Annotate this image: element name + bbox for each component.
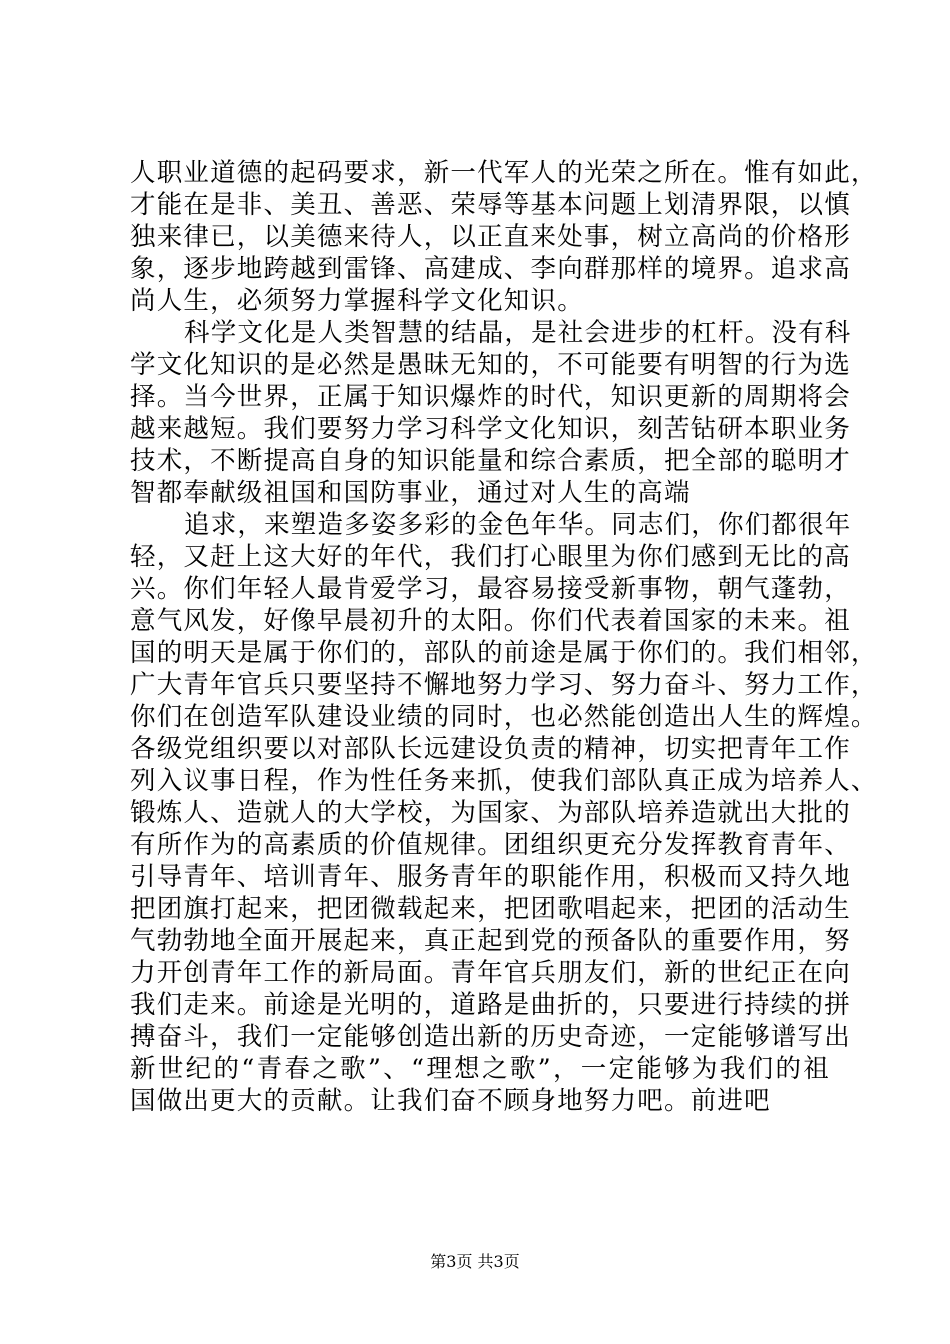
text-line: 气勃勃地全面开展起来，真正起到党的预备队的重要作用，努 [130,926,851,956]
text-line: 智都奉献级祖国和国防事业，通过对人生的高端 [130,478,691,508]
text-line: 引导青年、培训青年、服务青年的职能作用，积极而又持久地 [130,862,851,892]
text-line: 人职业道德的起码要求，新一代军人的光荣之所在。惟有如此， [130,158,878,188]
text-line: 国的明天是属于你们的，部队的前途是属于你们的。我们相邻， [130,638,878,668]
text-line: 象，逐步地跨越到雷锋、高建成、李向群那样的境界。追求高 [130,254,851,284]
text-line: 意气风发，好像早晨初升的太阳。你们代表着国家的未来。祖 [130,606,851,636]
text-line: 搏奋斗，我们一定能够创造出新的历史奇迹，一定能够谱写出 [130,1022,851,1052]
paragraph [130,317,852,509]
text-line: 轻，又赶上这大好的年代，我们打心眼里为你们感到无比的高 [130,542,851,572]
text-line: 学文化知识的是必然是愚昧无知的，不可能要有明智的行为选 [130,350,851,380]
text-line: 各级党组织要以对部队长远建设负责的精神，切实把青年工作 [130,734,851,764]
text-line: 兴。你们年轻人最肯爱学习，最容易接受新事物，朝气蓬勃， [130,574,851,604]
text-line: 择。当今世界，正属于知识爆炸的时代，知识更新的周期将会 [130,382,851,412]
document-body [130,157,878,1117]
text-line: 才能在是非、美丑、善恶、荣辱等基本问题上划清界限，以慎 [130,190,851,220]
text-line: 追求，来塑造多姿多彩的金色年华。同志们，你们都很年 [184,510,852,540]
paragraph [130,509,878,1117]
text-line: 独来律已，以美德来待人，以正直来处事，树立高尚的价格形 [130,222,851,252]
text-line: 锻炼人、造就人的大学校，为国家、为部队培养造就出大批的 [130,798,851,828]
text-line: 我们走来。前途是光明的，道路是曲折的，只要进行持续的拼 [130,990,851,1020]
text-line: 技术，不断提高自身的知识能量和综合素质，把全部的聪明才 [130,446,851,476]
text-line: 有所作为的高素质的价值规律。团组织更充分发挥教育青年、 [130,830,851,860]
page-footer: 第3页 共3页 [430,1252,520,1271]
text-line: 尚人生，必须努力掌握科学文化知识。 [130,286,584,316]
text-line: 力开创青年工作的新局面。青年官兵朋友们，新的世纪正在向 [130,958,851,988]
text-line: 把团旗打起来，把团微载起来，把团歌唱起来，把团的活动生 [130,894,851,924]
text-line: 列入议事日程，作为性任务来抓，使我们部队真正成为培养人、 [130,766,878,796]
text-line: 国做出更大的贡献。让我们奋不顾身地努力吧。前进吧 [130,1086,771,1116]
text-line: 新世纪的“青春之歌”、“理想之歌”，一定能够为我们的祖 [130,1054,830,1084]
text-line: 越来越短。我们要努力学习科学文化知识，刻苦钻研本职业务 [130,414,851,444]
text-line: 广大青年官兵只要坚持不懈地努力学习、努力奋斗、努力工作， [130,670,878,700]
paragraph [130,157,878,317]
text-line: 你们在创造军队建设业绩的同时，也必然能创造出人生的辉煌。 [130,702,878,732]
text-line: 科学文化是人类智慧的结晶，是社会进步的杠杆。没有科 [184,318,852,348]
